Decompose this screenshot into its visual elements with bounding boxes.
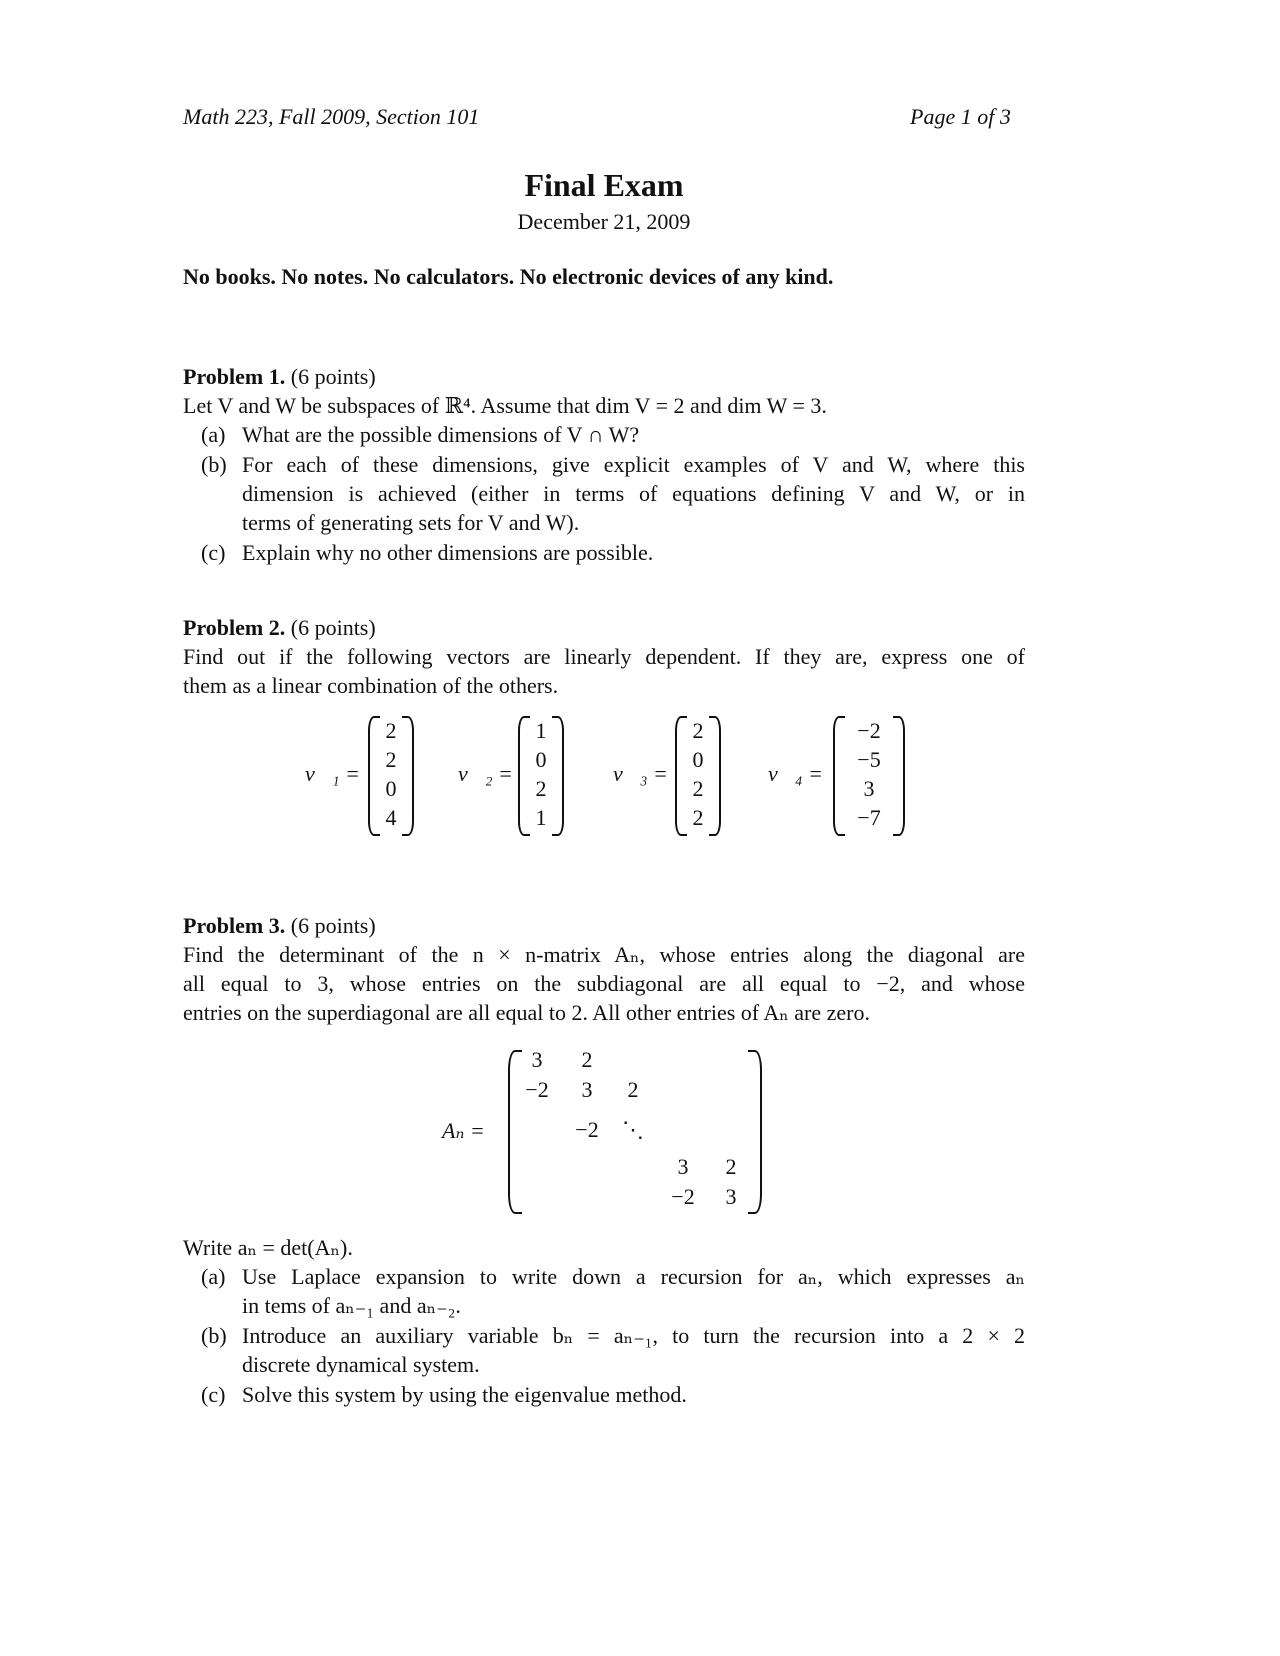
problem-2-title: Problem 2. <box>183 615 286 640</box>
matrix-entry: 3 <box>677 1154 689 1179</box>
vector-entry: −7 <box>857 805 881 830</box>
problem-3-b-text-1: Introduce an auxiliary variable bₙ = aₙ₋₁, to turn the recursion into a 2 × 2 <box>242 1323 1025 1348</box>
problem-3-c-text: Solve this system by using the eigenvalue method. <box>242 1382 687 1407</box>
vector-label: v⃗₂ = <box>458 761 513 786</box>
vector-label: v⃗₁ = <box>305 761 360 786</box>
vector-entry: 0 <box>692 747 704 772</box>
matrix-entry: −2 <box>525 1077 549 1102</box>
problem-1-points: (6 points) <box>290 364 376 389</box>
vector-entry: 0 <box>535 747 547 772</box>
problem-3-title: Problem 3. <box>183 913 286 938</box>
matrix-left-paren <box>508 1050 522 1214</box>
vector-label: v⃗₃ = <box>613 761 668 786</box>
problem-1-title: Problem 1. <box>183 364 286 389</box>
vector-entry: 2 <box>385 747 397 772</box>
vector-left-paren <box>833 716 845 836</box>
problem-3-a-text-2: in tems of aₙ₋₁ and aₙ₋₂. <box>242 1293 461 1318</box>
problem-3-points: (6 points) <box>290 913 376 938</box>
problem-1-c-text: Explain why no other dimensions are possible. <box>242 540 654 565</box>
vector-entry: −2 <box>857 718 881 743</box>
vector-entry: 2 <box>692 718 704 743</box>
problem-1-intro: Let V and W be subspaces of ℝ⁴. Assume that dim V = 2 and dim W = 3. <box>183 393 827 418</box>
problem-2-text-1: Find out if the following vectors are linearly dependent. If they are, express one of <box>183 644 1025 669</box>
problem-1-a-label: (a) <box>201 422 226 447</box>
problem-2-points: (6 points) <box>290 615 376 640</box>
problem-3-heading <box>183 911 376 941</box>
vector-entry: 0 <box>385 776 397 801</box>
problem-1-b-text-2: dimension is achieved (either in terms of equations defining V and W, or in <box>242 481 1025 506</box>
vector-entry: 2 <box>692 805 704 830</box>
exam-date: December 21, 2009 <box>517 209 691 234</box>
problem-1-b-text-3: terms of generating sets for V and W). <box>242 510 580 535</box>
problem-1-heading <box>183 362 376 392</box>
exam-rules: No books. No notes. No calculators. No electronic devices of any kind. <box>183 264 834 289</box>
vector-entry: 4 <box>385 805 397 830</box>
vector-right-paren <box>893 716 905 836</box>
problem-3-b-text-2: discrete dynamical system. <box>242 1352 480 1377</box>
matrix-entry: 3 <box>581 1077 593 1102</box>
matrix-entry: 2 <box>581 1047 593 1072</box>
matrix-entry: 2 <box>627 1077 639 1102</box>
vector-entry: 2 <box>385 718 397 743</box>
problem-3-text-1: Find the determinant of the n × n-matrix Aₙ, whose entries along the diagonal are <box>183 942 1025 967</box>
problem-3-a-label: (a) <box>201 1264 226 1289</box>
vector-entry: 1 <box>535 805 547 830</box>
matrix-entry: 2 <box>725 1154 737 1179</box>
problem-1-b-label: (b) <box>201 452 227 477</box>
matrix-entry: 3 <box>725 1184 737 1209</box>
problem-1-a-text: What are the possible dimensions of V ∩ W? <box>242 422 640 447</box>
vector-entry: −5 <box>857 747 881 772</box>
problem-3-text-2: all equal to 3, whose entries on the subdiagonal are all equal to −2, and whose <box>183 971 1025 996</box>
problem-3-b-label: (b) <box>201 1323 227 1348</box>
matrix-label: Aₙ = <box>442 1118 485 1143</box>
page-title: Final Exam <box>524 167 684 203</box>
matrix-entry: ⋱ <box>622 1117 644 1142</box>
problem-3-write: Write aₙ = det(Aₙ). <box>183 1235 353 1260</box>
problem-2-heading <box>183 613 376 643</box>
header-course: Math 223, Fall 2009, Section 101 <box>183 104 480 129</box>
problem-3-a-text-1: Use Laplace expansion to write down a recursion for aₙ, which expresses aₙ <box>242 1264 1025 1289</box>
vector-entry: 2 <box>535 776 547 801</box>
header-page-number: Page 1 of 3 <box>910 104 1011 129</box>
problem-3-c-label: (c) <box>201 1382 226 1407</box>
vector-entry: 2 <box>692 776 704 801</box>
problem-1-c-label: (c) <box>201 540 226 565</box>
problem-1-b-text-1: For each of these dimensions, give explicit examples of V and W, where this <box>242 452 1025 477</box>
matrix-entry: −2 <box>575 1117 599 1142</box>
problem-3-text-3: entries on the superdiagonal are all equal to 2. All other entries of Aₙ are zero. <box>183 1000 870 1025</box>
vector-label: v⃗₄ = <box>768 761 823 786</box>
matrix-entry: 3 <box>531 1047 543 1072</box>
problem-2-text-2: them as a linear combination of the others. <box>183 673 559 698</box>
vector-entry: 1 <box>535 718 547 743</box>
matrix-entry: −2 <box>671 1184 695 1209</box>
vector-entry: 3 <box>863 776 875 801</box>
